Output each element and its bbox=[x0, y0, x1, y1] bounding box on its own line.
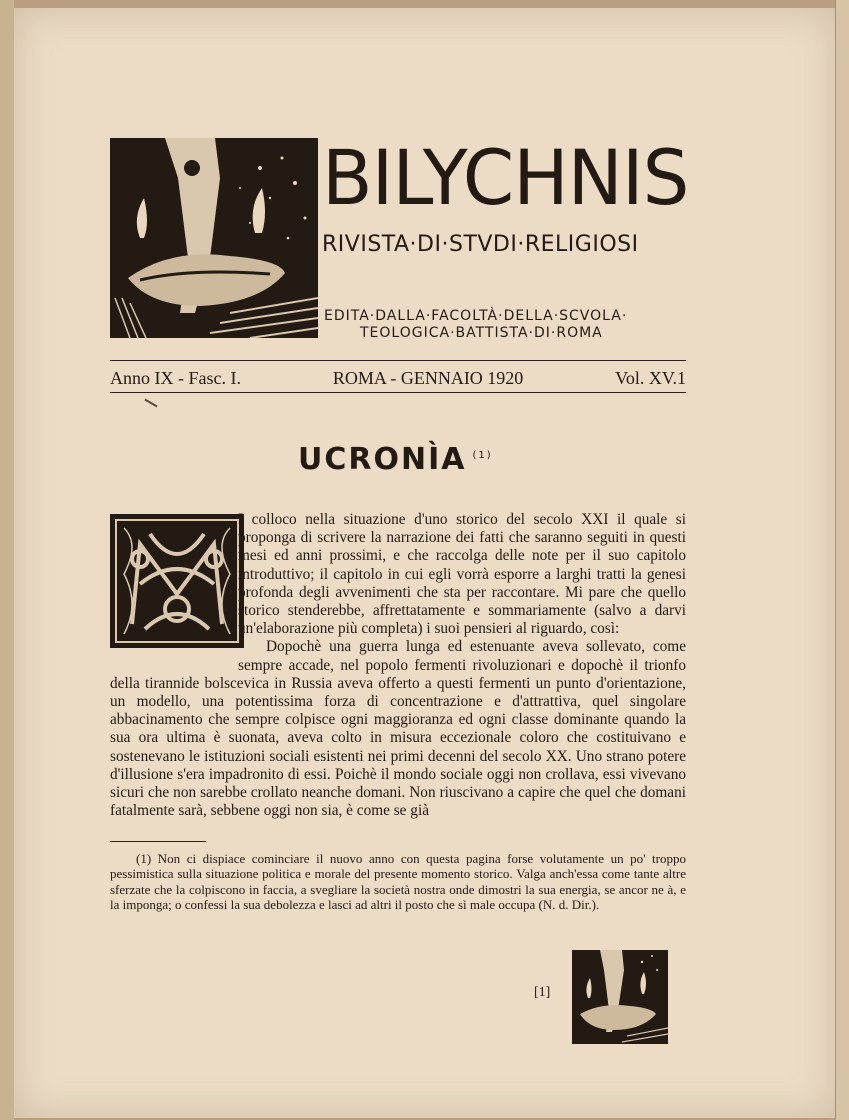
next-page-edge bbox=[835, 0, 849, 1120]
article-paragraph-2: Dopochè una guerra lunga ed estenuante aveva sollevato, come sempre accade, nel popolo fermenti rivoluzionari e dopochè il trionfo della tirannide bolscevica in Russia aveva offerto a questi fermenti un punto d'orientazione, un modello, una potentissima forza di concentrazione e d'attrattiva, quel singolare abbacinamento che sempre colpisce ogni maggioranza ed ogni classe dominante quando la sua ora ultima è suonata, aveva colto in misura eccezionale coloro che costituivano e sostenevano le istituzioni sociali esistenti nei primi decenni del secolo XX. Uno strano potere d'illusione s'era impadronito di essi. Poichè il mondo sociale oggi non crollava, essi vivevano sicuri che non sarebbe crollato neanche domani. Non riuscivano a capire che quel che domani fatalmente sarà, sebbene oggi non sia, è come se già bbox=[110, 638, 686, 820]
issue-number: Anno IX - Fasc. I. bbox=[110, 368, 241, 388]
title-footnote-mark: (1) bbox=[472, 450, 493, 461]
masthead-woodcut-lamp-image bbox=[110, 138, 318, 338]
page-number: [1] bbox=[534, 985, 551, 1000]
initial-float-space bbox=[110, 511, 238, 661]
masthead-rule-top bbox=[110, 360, 686, 361]
masthead-edited-by-line2: TEOLOGICA·BATTISTA·DI·ROMA bbox=[360, 325, 603, 341]
article-title bbox=[298, 442, 493, 477]
footnote: (1) Non ci dispiace cominciare il nuovo anno con questa pagina forse volutamente un po' troppo pessimistica sulla situazione politica e morale del presente momento storico. Valga anch'essa come tante altre sferzate che la colpiscono in faccia, a svegliare la società nostra onde dimostri la sua energia, se ancor ne à, e la imponga; o confessi la sua debolezza e lasci ad altri il posto che sì male occupa (N. d. Dir.). bbox=[110, 851, 686, 913]
binding-edge bbox=[0, 0, 14, 1120]
masthead-subtitle: RIVISTA·DI·STVDI·RELIGIOSI bbox=[322, 232, 639, 257]
footnote-separator bbox=[110, 841, 206, 842]
masthead-rule-bottom bbox=[110, 392, 686, 393]
issue-place-date: ROMA - GENNAIO 1920 bbox=[332, 368, 524, 388]
colophon-lamp-image bbox=[572, 950, 668, 1044]
article-body bbox=[110, 511, 686, 820]
masthead-title: BILYCHNIS bbox=[322, 133, 689, 222]
article-paragraph-1: I colloco nella situazione d'uno storico del secolo XXI il quale si proponga di scrivere la narrazione dei fatti che saranno seguiti in questi mesi ed anni prossimi, e che raccolga delle note per il suo capitolo introduttivo; il capitolo in cui egli vorrà esporre a larghi tratti la genesi profonda degli avvenimenti che sta per raccontare. Mi pare che quello storico stenderebbe, affrettatamente e sommariamente (salvo a darvi un'elaborazione più completa) i suoi pensieri al riguardo, così: bbox=[238, 511, 686, 638]
issue-volume: Vol. XV.1 bbox=[615, 368, 686, 388]
masthead-edited-by-line1: EDITA·DALLA·FACOLTÀ·DELLA·SCVOLA· bbox=[324, 308, 628, 324]
issue-info-row bbox=[110, 368, 686, 389]
article-title-text: UCRONÌA bbox=[298, 442, 467, 477]
